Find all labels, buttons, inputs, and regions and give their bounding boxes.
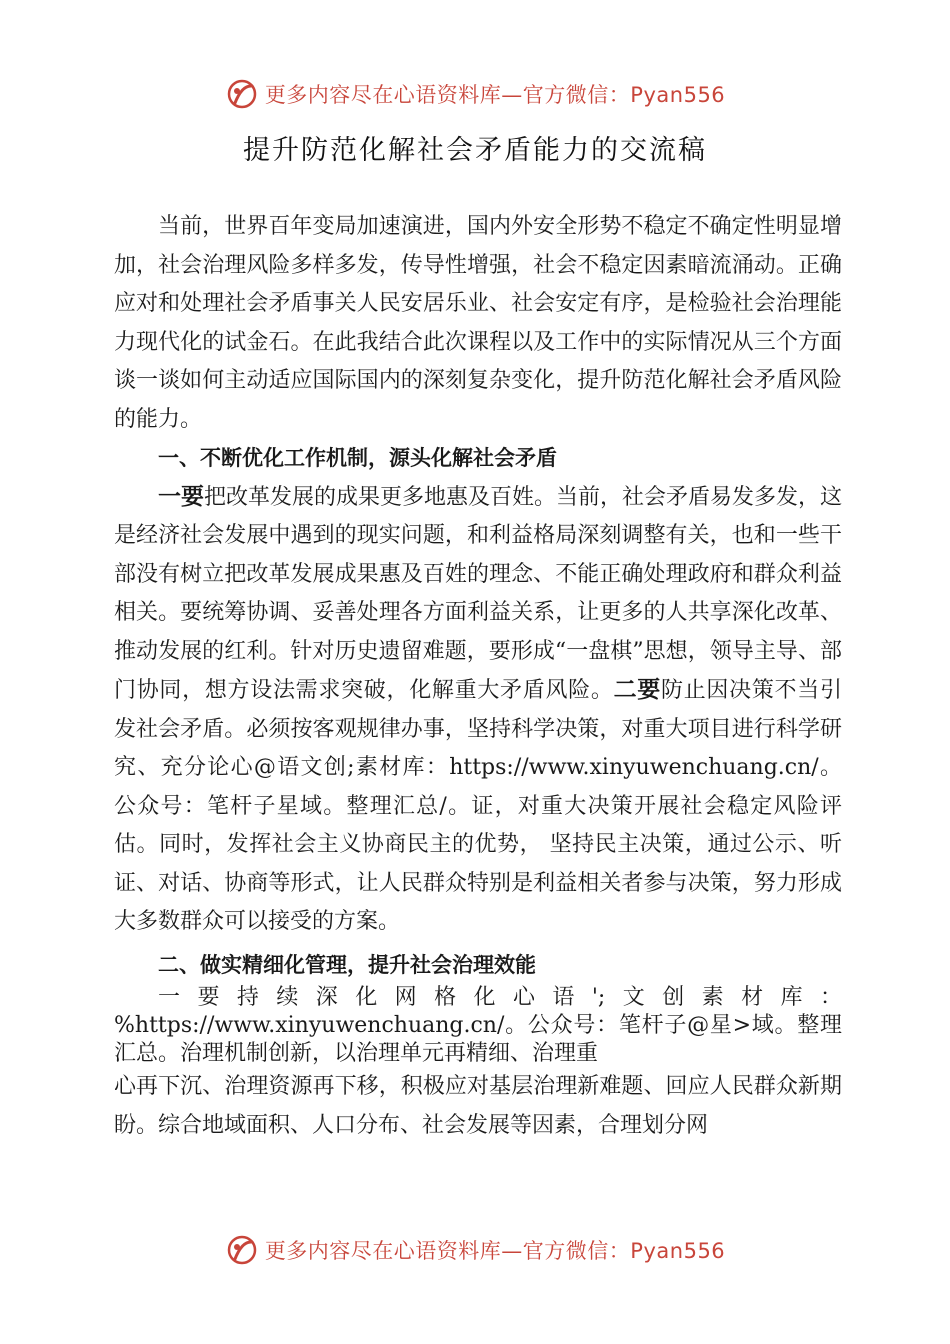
watermark-text: 更多内容尽在心语资料库—官方微信：Pyan556 [264,83,726,107]
watermark-text: 更多内容尽在心语资料库—官方微信：Pyan556 [264,1239,726,1263]
lead-point-1: 一要 [158,483,204,510]
section-heading-1: 一、不断优化工作机制，源头化解社会矛盾 [158,446,557,470]
brush-logo-icon [225,1233,259,1267]
section-heading-2: 二、做实精细化管理，提升社会治理效能 [158,952,536,977]
section1-text-1: 把改革发展的成果更多地惠及百姓。当前，社会矛盾易发多发，这是经济社会发展中遇到的现实问题，和利益格局深刻调整有关，也和一些干部没有树立把改革发展成果惠及百姓的理念、不能正确处理政府和群众利益相关。要统筹协调、妥善处理各方面利益关系，让更多的人共享深化改革、推动发展的红利。针对历史遗留难题，要形成“一盘棋”思想，领导主导、部门协同，想方设法需求突破，化解重大矛盾风险。 [114,484,843,703]
document-body [114,208,842,1145]
lead-point-2: 二要 [613,677,662,703]
brush-logo-icon [225,77,259,111]
section1-text-2: 防止因决策不当引发社会矛盾。必须按客观规律办事，坚持科学决策，对重大项目进行科学研究、充分论心@语文创;素材库：https://www.xinyuwenchuang.cn/。公众号：笔杆子星域。整理汇总/。证，对重大决策开展社会稳定风险评估。同时，发挥社会主义协商民主的优势， 坚持民主决策，通过公示、听证、对话、协商等形式，让人民群众特别是利益相关者参与决策，努力形成大多数群众可以接受的方案。 [114,678,842,934]
watermark-banner-bottom [0,1228,950,1272]
watermark-banner-top [0,72,950,116]
section2-paragraph-2: 心再下沉、治理资源再下移，积极应对基层治理新难题、回应人民群众新期盼。综合地域面积、人口分布、社会发展等因素，合理划分网 [114,1074,842,1138]
section2-paragraph-1: 一要持续深化网格化心语';文创素材库：%https://www.xinyuwenchuang.cn/。公众号：笔杆子@星>域。整理汇总。治理机制创新，以治理单元再精细、治理重 [114,985,842,1066]
document-title: 提升防范化解社会矛盾能力的交流稿 [243,135,707,166]
section1-paragraph [114,478,842,942]
intro-paragraph: 当前，世界百年变局加速演进，国内外安全形势不稳定不确定性明显增加，社会治理风险多样多发，传导性增强，社会不稳定因素暗流涌动。正确应对和处理社会矛盾事关人民安居乐业、社会安定有序，是检验社会治理能力现代化的试金石。在此我结合此次课程以及工作中的实际情况从三个方面谈一谈如何主动适应国际国内的深刻复杂变化，提升防范化解社会矛盾风险的能力。 [114,214,842,432]
